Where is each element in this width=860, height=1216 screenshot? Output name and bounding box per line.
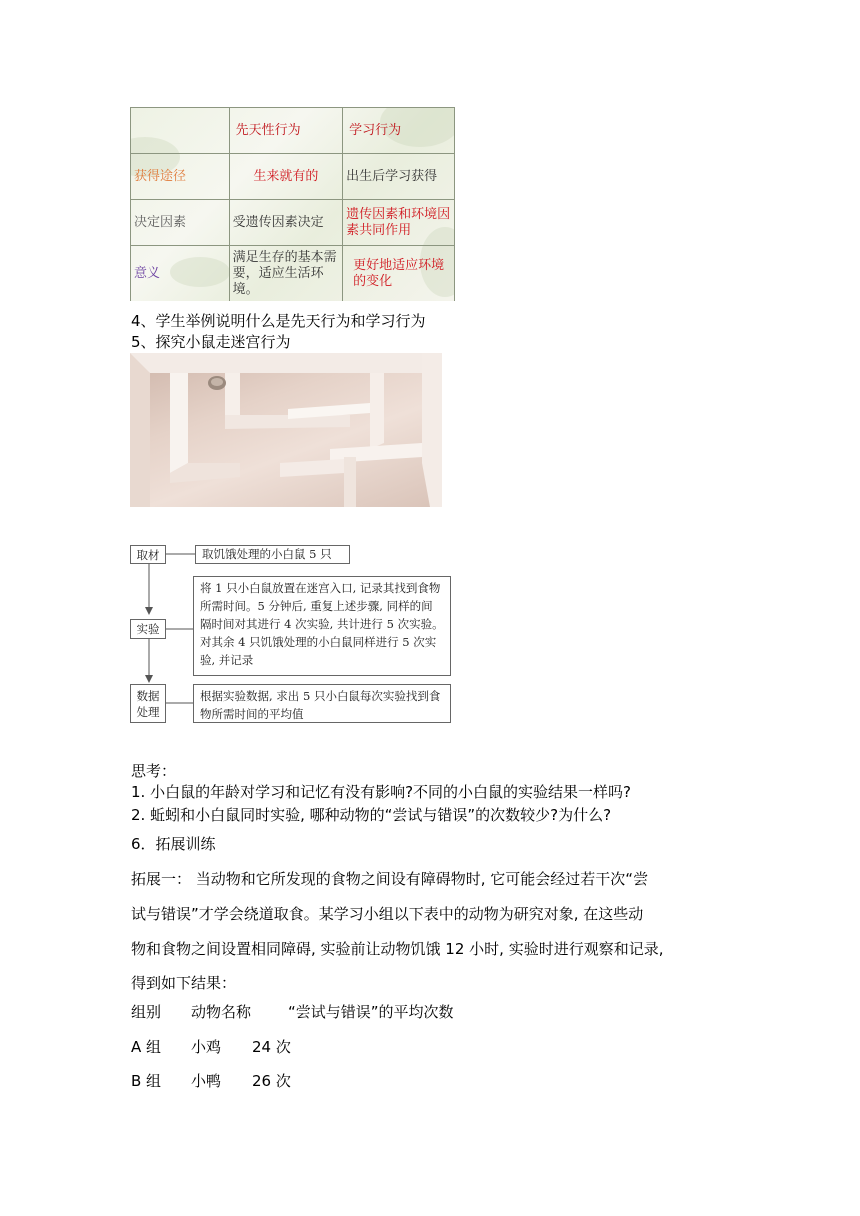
cell-innate-determinant: 受遗传因素决定 <box>229 200 343 246</box>
item-5-text: 5、探究小鼠走迷宫行为 <box>131 333 291 351</box>
row-label-significance: 意义 <box>131 246 230 302</box>
flow-step-experiment-text: 将 1 只小白鼠放置在迷宫入口, 记录其找到食物所需时间。5 分钟后, 重复上述步骤, 同样的间隔时间对其进行 4 次实验, 共计进行 5 次实验。对其余 4 只饥饿处理的小白鼠同样进行 5 次实验, 并记录 <box>193 576 451 676</box>
results-group-b: B 组 <box>131 1072 162 1090</box>
results-header-animal: 动物名称 <box>191 1003 252 1021</box>
extension-paragraph-line-3: 物和食物之间设置相同障碍, 实验前让动物饥饿 12 小时, 实验时进行观察和记录, <box>131 940 664 958</box>
results-animal-a: 小鸡 <box>191 1038 222 1056</box>
item-4-text: 4、学生举例说明什么是先天行为和学习行为 <box>131 312 426 330</box>
header-learned-behavior: 学习行为 <box>343 108 455 154</box>
flow-step-experiment-label: 实验 <box>130 619 166 639</box>
extension-paragraph-line-4: 得到如下结果： <box>131 974 237 992</box>
row-label-acquisition: 获得途径 <box>131 154 230 200</box>
cell-learned-significance: 更好地适应环境的变化 <box>343 246 455 302</box>
results-count-b: 26 次 <box>252 1072 291 1090</box>
comparison-table-image <box>130 107 455 301</box>
behavior-comparison-table <box>130 107 455 301</box>
results-group-a: A 组 <box>131 1038 162 1056</box>
header-innate-behavior: 先天性行为 <box>229 108 343 154</box>
flow-step-data-text: 根据实验数据, 求出 5 只小白鼠每次实验找到食物所需时间的平均值 <box>193 684 451 723</box>
experiment-flowchart <box>130 543 452 725</box>
flow-step-material-label: 取材 <box>130 545 166 564</box>
cell-innate-significance: 满足生存的基本需要，适应生活环境。 <box>229 246 343 302</box>
table-corner-cell <box>131 108 230 154</box>
cell-learned-acquisition: 出生后学习获得 <box>343 154 455 200</box>
row-label-determinant: 决定因素 <box>131 200 230 246</box>
think-heading: 思考： <box>131 762 177 780</box>
maze-photo <box>130 353 442 507</box>
results-count-a: 24 次 <box>252 1038 291 1056</box>
cell-learned-determinant: 遗传因素和环境因素共同作用 <box>343 200 455 246</box>
maze-illustration <box>130 353 442 507</box>
flow-step-data-label: 数据处理 <box>130 684 166 723</box>
results-animal-b: 小鸭 <box>191 1072 222 1090</box>
results-header-group: 组别 <box>131 1003 162 1021</box>
extension-paragraph-line-2: 试与错误”才学会绕道取食。某学习小组以下表中的动物为研究对象, 在这些动 <box>131 905 644 923</box>
flow-step-material-text: 取饥饿处理的小白鼠 5 只 <box>195 545 350 564</box>
question-2: 2. 蚯蚓和小白鼠同时实验, 哪种动物的“尝试与错误”的次数较少?为什么? <box>131 806 612 824</box>
results-header-avg: “尝试与错误”的平均次数 <box>288 1003 454 1021</box>
section-6-heading: 6．拓展训练 <box>131 835 216 853</box>
extension-paragraph-line-1: 拓展一： 当动物和它所发现的食物之间设有障碍物时, 它可能会经过若干次“尝 <box>131 870 649 888</box>
question-1: 1. 小白鼠的年龄对学习和记忆有没有影响?不同的小白鼠的实验结果一样吗? <box>131 783 632 801</box>
cell-innate-acquisition: 生来就有的 <box>229 154 343 200</box>
